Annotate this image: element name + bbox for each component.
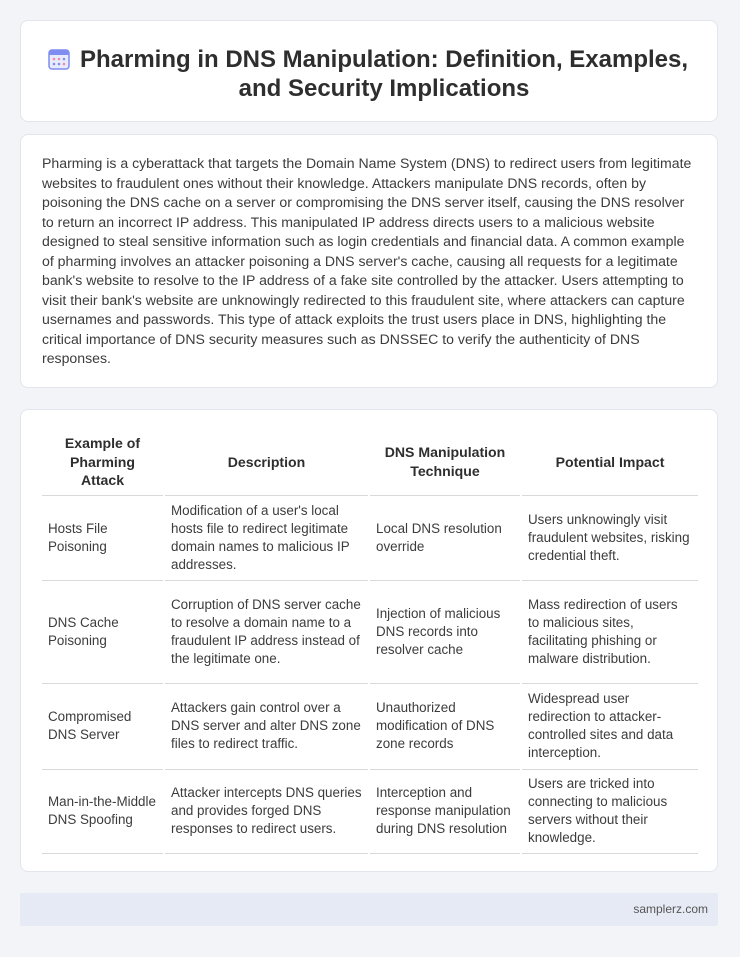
column-header: DNS Manipulation Technique (369, 430, 521, 495)
footer (20, 893, 718, 926)
column-header: Description (164, 430, 369, 495)
table-cell: Mass redirection of users to malicious sites, facilitating phishing or malware distribution. (521, 580, 698, 683)
table-cell: Hosts File Poisoning (42, 495, 164, 580)
table-cell: Users unknowingly visit fraudulent websites, risking credential theft. (521, 495, 698, 580)
page-title: Pharming in DNS Manipulation: Definition, Examples, and Security Implications (79, 46, 689, 102)
pharming-table (42, 430, 698, 854)
intro-paragraph: Pharming is a cyberattack that targets the Domain Name System (DNS) to redirect users from legitimate websites to fraudulent ones without their knowledge. Attackers manipulate DNS records, often by poisoning the DNS cache on a server or compromising the DNS server itself, causing the DNS resolver to return an incorrect IP address. This manipulated IP address directs users to a malicious website designed to steal sensitive information such as login credentials and financial data. A common example of pharming involves an attacker poisoning a DNS server's cache, causing all requests for a legitimate bank's website to resolve to the IP address of a fake site controlled by the attacker. Users attempting to visit their bank's website are unknowingly redirected to this fraudulent site, where attackers can capture usernames and passwords. This type of attack exploits the trust users place in DNS, highlighting the critical importance of DNS security measures such as DNSSEC to verify the authenticity of DNS responses. (42, 155, 692, 366)
title-card (20, 20, 718, 122)
column-header: Example of Pharming Attack (42, 430, 164, 495)
table-cell: Attacker intercepts DNS queries and provides forged DNS responses to redirect users. (164, 769, 369, 853)
table-cell: Man-in-the-Middle DNS Spoofing (42, 769, 164, 853)
table-cell: Unauthorized modification of DNS zone records (369, 683, 521, 769)
table-header-row (42, 430, 698, 495)
table-cell: Corruption of DNS server cache to resolve a domain name to a fraudulent IP address instead of the legitimate one. (164, 580, 369, 683)
table-row (42, 495, 698, 580)
table-row (42, 769, 698, 853)
table-cell: Attackers gain control over a DNS server and alter DNS zone files to redirect traffic. (164, 683, 369, 769)
table-cell: Injection of malicious DNS records into resolver cache (369, 580, 521, 683)
table-cell: Modification of a user's local hosts file to redirect legitimate domain names to malicious IP addresses. (164, 495, 369, 580)
table-cell: Users are tricked into connecting to malicious servers without their knowledge. (521, 769, 698, 853)
intro-card (20, 134, 718, 388)
table-cell: Widespread user redirection to attacker-controlled sites and data interception. (521, 683, 698, 769)
table-row (42, 683, 698, 769)
table-cell: DNS Cache Poisoning (42, 580, 164, 683)
table-card (20, 409, 718, 872)
table-cell: Local DNS resolution override (369, 495, 521, 580)
column-header: Potential Impact (521, 430, 698, 495)
table-cell: Compromised DNS Server (42, 683, 164, 769)
table-cell: Interception and response manipulation during DNS resolution (369, 769, 521, 853)
table-row (42, 580, 698, 683)
footer-site-link[interactable]: samplerz.com (633, 902, 708, 916)
